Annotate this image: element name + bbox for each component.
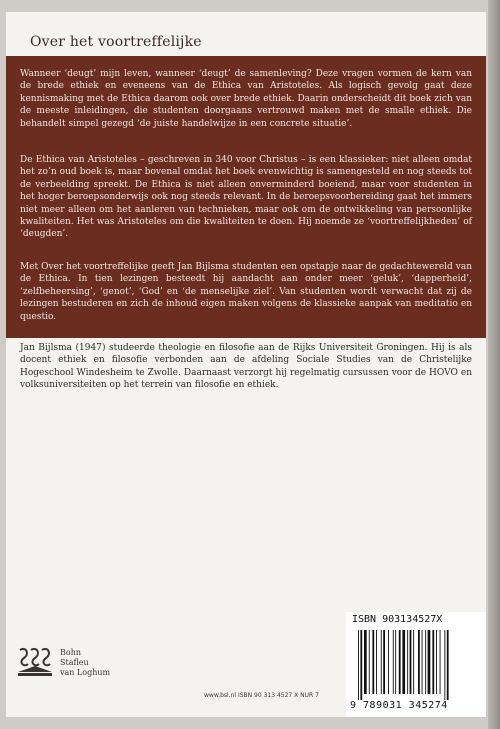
spine-edge <box>488 0 500 729</box>
publisher-line-1: Bohn <box>60 648 81 657</box>
isbn-label: ISBN 903134527X <box>352 614 443 625</box>
blurb-paragraph-3: Met Over het voortreffelijke geeft Jan Bijlsma studenten een opstapje naar de gedachtewereld van de Ethica. In tien lezingen besteedt hij aandacht aan onder meer ‘geluk’, ‘dapperheid’, ‘zelfbeheersing’, ‘genot’, ‘God’ en ‘de menselijke ziel’. Van studenten wordt verwacht dat zij de lezingen bestuderen en zich de inhoud eigen maken volgens de klassieke aanpak van meditatio en questio. <box>20 262 472 322</box>
barcode-digits: 9 789031 345274 <box>350 700 448 711</box>
publisher-logo-icon <box>16 644 54 678</box>
barcode-panel <box>346 612 486 717</box>
author-bio: Jan Bijlsma (1947) studeerde theologie en filosofie aan de Rijks Universiteit Groningen. Hij is als docent ethiek en filosofie verbonden aan de afdeling Sociale Studies van de Christelijke Hogeschool Windesheim te Zwolle. Daarnaast verzorgt hij regelmatig cursussen voor de HOVO en volksuniversiteiten op het terrein van filosofie en ethiek. <box>20 343 472 391</box>
book-title: Over het voortreffelijke <box>30 34 202 50</box>
publisher-name <box>60 648 110 678</box>
blurb-panel <box>6 56 486 338</box>
book-back-cover <box>6 12 486 717</box>
publisher-line-3: van Loghum <box>60 668 111 677</box>
blurb-paragraph-1: Wanneer ‘deugt’ mijn leven, wanneer ‘deugt’ de samenleving? Deze vragen vormen de kern van de brede ethiek en eveneens van de Ethica van Aristoteles. Als logisch gevolg gaat deze kennismaking met de Ethica daarom ook over brede ethiek. Daarin onderscheidt dit boek zich van de meeste inleidingen, die studenten doorgaans vertrouwd maken met de smalle ethiek. Die behandelt simpel gezegd ‘de juiste handelwijze in een concrete situatie’. <box>20 69 472 129</box>
barcode-icon <box>356 630 480 700</box>
publisher-footer: www.bsl.nl ISBN 90 313 4527 X NUR 7 <box>204 692 319 699</box>
blurb-paragraph-2: De Ethica van Aristoteles – geschreven in 340 voor Christus – is een klassieker: niet alleen omdat het zo’n oud boek is, maar bovenal omdat het boek evenwichtig is samengesteld en nog steeds tot de verbeelding spreekt. De Ethica is niet alleen onverminderd boeiend, maar voor studenten in het hoger beroepsonderwijs ook nog steeds relevant. In de beroepsvoorbereiding gaat het immers niet meer alleen om het aanleren van technieken, maar ook om de ontwikkeling van persoonlijke kwaliteiten. Het was Aristoteles om die kwaliteiten te doen. Hij noemde ze ‘voortreffelijkheden’ of ‘deugden’. <box>20 155 472 240</box>
publisher-line-2: Stafleu <box>60 658 89 667</box>
